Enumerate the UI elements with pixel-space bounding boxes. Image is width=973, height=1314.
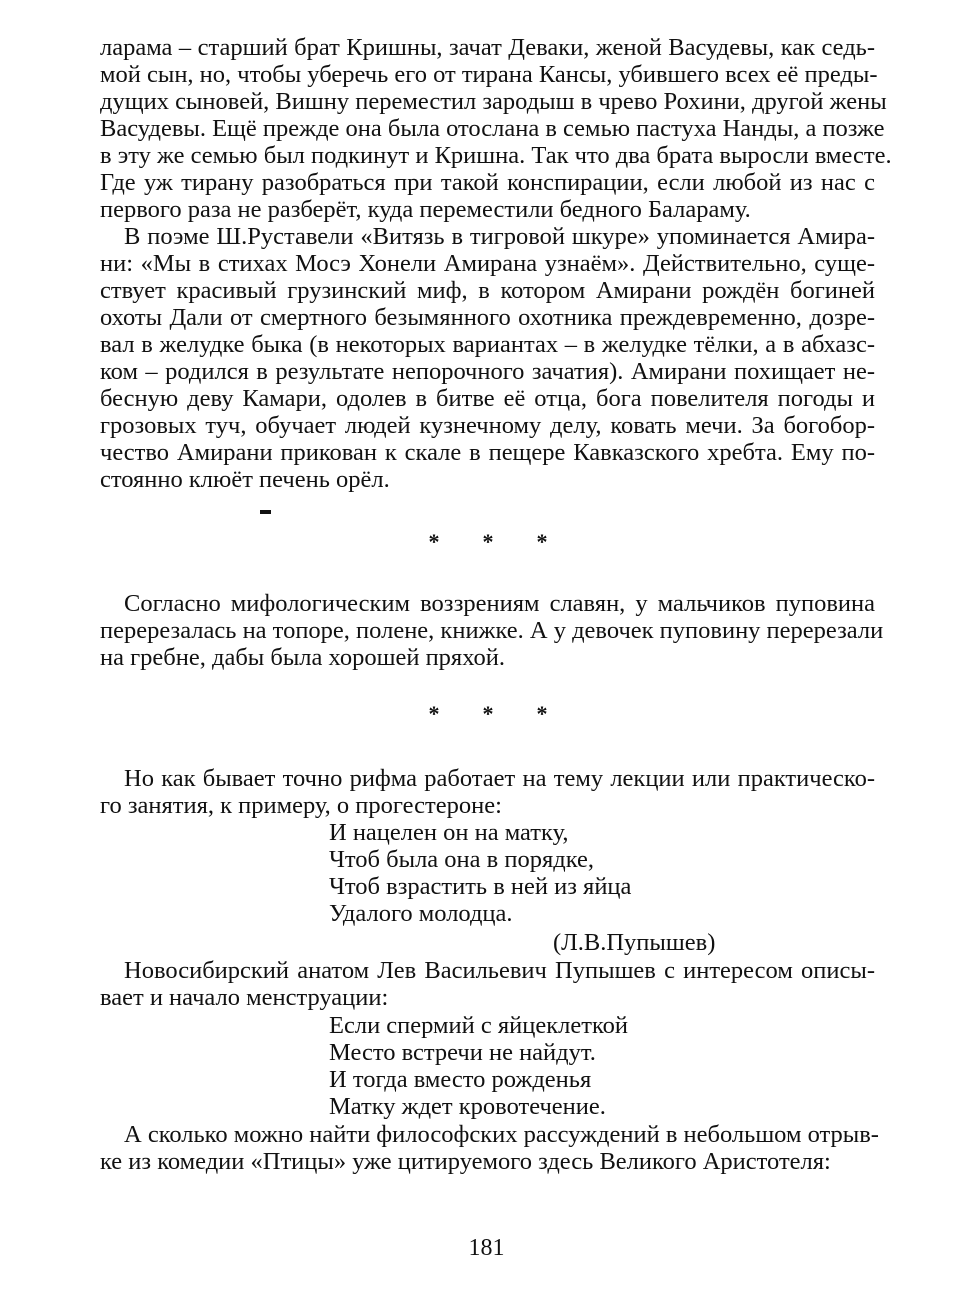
- text-line: Новосибирский анатом Лев Васильевич Пупышев с интересом описы-: [124, 957, 875, 984]
- text-line: мой сын, но, чтобы уберечь его от тирана Кансы, убившего всех её преды-: [100, 61, 878, 88]
- text-line: Но как бывает точно рифма работает на тему лекции или практическо-: [124, 765, 875, 792]
- text-line: ларама – старший брат Кришны, зачат Деваки, женой Васудевы, как седь-: [100, 34, 875, 61]
- text-line: Васудевы. Ещё прежде она была отослана в семью пастуха Нанды, а позже: [100, 115, 885, 142]
- poem-line: Матку ждет кровотечение.: [329, 1093, 606, 1120]
- text-line: бесную деву Камари, одолев в битве её отца, бога повелителя погоды и: [100, 385, 875, 412]
- stray-ink-mark: [260, 510, 271, 514]
- text-line: вает и начало менструации:: [100, 984, 389, 1011]
- poem-line: Чтоб взрастить в ней из яйца: [329, 873, 632, 900]
- text-line: первого раза не разберёт, куда переместили бедного Балараму.: [100, 196, 751, 223]
- separator-asterisk: *: [482, 701, 494, 726]
- section-separator: [428, 701, 548, 726]
- text-line: вал в желудке быка (в некоторых вариантах – в желудке тёлки, а в абхазс-: [100, 331, 875, 358]
- text-line: ни: «Мы в стихах Мосэ Хонели Амирана узнаём». Действительно, суще-: [100, 250, 875, 277]
- page-number: 181: [468, 1235, 505, 1261]
- text-line: перерезалась на топоре, полене, книжке. А у девочек пуповину перерезали: [100, 617, 884, 644]
- separator-asterisk: *: [482, 529, 494, 554]
- text-line: А сколько можно найти философских рассуждений в небольшом отрыв-: [124, 1121, 879, 1148]
- text-line: в эту же семью был подкинут и Кришна. Так что два брата выросли вместе.: [100, 142, 892, 169]
- separator-asterisk: *: [536, 701, 548, 726]
- text-line: дущих сыновей, Вишну переместил зародыш в чрево Рохини, другой жены: [100, 88, 887, 115]
- poem-attribution: (Л.В.Пупышев): [553, 929, 716, 956]
- text-line: ке из комедии «Птицы» уже цитируемого здесь Великого Аристотеля:: [100, 1148, 831, 1175]
- poem-line: И тогда вместо рожденья: [329, 1066, 592, 1093]
- text-line: ком – родился в результате непорочного зачатия). Амирани похищает не-: [100, 358, 875, 385]
- poem-line: Если спермий с яйцеклеткой: [329, 1012, 628, 1039]
- text-line: Где уж тирану разобраться при такой конспирации, если любой из нас с: [100, 169, 875, 196]
- poem-line: И нацелен он на матку,: [329, 819, 569, 846]
- text-line: Согласно мифологическим воззрениям славян, у мальчиков пуповина: [124, 590, 875, 617]
- section-separator: [428, 529, 548, 554]
- text-line: охоты Дали от смертного безымянного охотника преждевременно, дозре-: [100, 304, 875, 331]
- text-line: чество Амирани прикован к скале в пещере Кавказского хребта. Ему по-: [100, 439, 875, 466]
- poem-line: Удалого молодца.: [329, 900, 513, 927]
- poem-line: Место встречи не найдут.: [329, 1039, 596, 1066]
- text-line: грозовых туч, обучает людей кузнечному делу, ковать мечи. За богобор-: [100, 412, 875, 439]
- separator-asterisk: *: [428, 701, 440, 726]
- text-line: на гребне, дабы была хорошей пряхой.: [100, 644, 506, 671]
- separator-asterisk: *: [536, 529, 548, 554]
- text-line: В поэме Ш.Руставели «Витязь в тигровой шкуре» упоминается Амира-: [124, 223, 875, 250]
- separator-asterisk: *: [428, 529, 440, 554]
- poem-line: Чтоб была она в порядке,: [329, 846, 594, 873]
- text-line: стоянно клюёт печень орёл.: [100, 466, 390, 493]
- text-line: го занятия, к примеру, о прогестероне:: [100, 792, 502, 819]
- text-line: ствует красивый грузинский миф, в котором Амирани рождён богиней: [100, 277, 875, 304]
